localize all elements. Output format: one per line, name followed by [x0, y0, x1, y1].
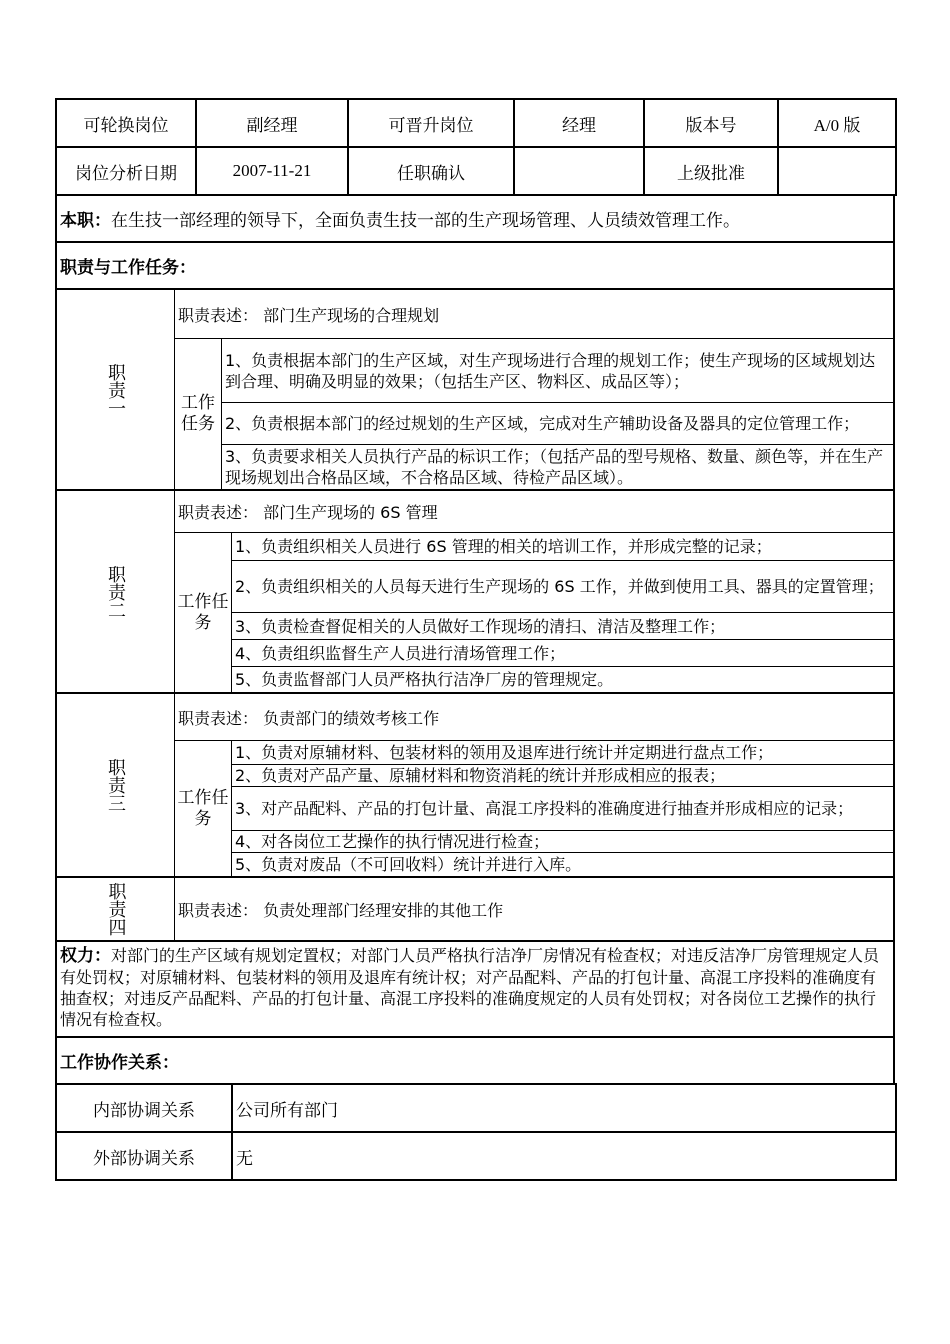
- authority-text: 对部门的生产区域有规划定置权；对部门人员严格执行洁净厂房情况有检查权；对违反洁净厂房管理规定人员有处罚权；对原辅材料、包装材料的领用及退库有统计权；对产品配料、产品的打包计量、高混工序投料的准确度有抽查权；对违反产品配料、产品的打包计量、高混工序投料的准确度规定的人员有处罚权；对各岗位工艺操作的执行情况有检查权。: [60, 946, 880, 1029]
- header-cell-label: 版本号: [644, 99, 778, 147]
- coop-row: [56, 1132, 896, 1180]
- header-cell-value: 经理: [514, 99, 644, 147]
- duty-statement: 职责表述： 部门生产现场的合理规划: [175, 290, 893, 339]
- task-item: 2、负责根据本部门的经过规划的生产区域，完成对生产辅助设备及器具的定位管理工作；: [222, 403, 893, 445]
- header-cell-value: 2007-11-21: [196, 147, 348, 195]
- duty-label: 职责一: [57, 290, 175, 489]
- header-cell-label: 上级批准: [644, 147, 778, 195]
- duty-label: 职责二: [57, 491, 175, 692]
- duty-statement: 职责表述： 部门生产现场的 6S 管理: [175, 491, 893, 533]
- core-duty-row: [55, 196, 895, 243]
- job-description-form: [55, 98, 895, 1181]
- task-item: 1、负责根据本部门的生产区域，对生产现场进行合理的规划工作；使生产现场的区域规划达到合理、明确及明显的效果；（包括生产区、物料区、成品区等）；: [222, 339, 893, 403]
- header-cell-value: A/0 版: [778, 99, 896, 147]
- task-item: 3、负责检查督促相关的人员做好工作现场的清扫、清洁及整理工作；: [232, 613, 893, 640]
- coop-value: 无: [232, 1132, 896, 1180]
- task-item: 4、负责组织监督生产人员进行清场管理工作；: [232, 640, 893, 667]
- task-item: 2、负责组织相关的人员每天进行生产现场的 6S 工作，并做到使用工具、器具的定置管理；: [232, 561, 893, 613]
- coop-value: 公司所有部门: [232, 1084, 896, 1132]
- header-cell-label: 任职确认: [348, 147, 514, 195]
- duties-section-title: 职责与工作任务：: [55, 243, 895, 290]
- duty-block-3: [55, 694, 895, 878]
- header-row-1: [56, 99, 896, 147]
- duty-label: 职责三: [57, 694, 175, 876]
- header-table: [55, 98, 897, 196]
- core-duty-label: 本职：: [60, 211, 111, 231]
- header-cell-value: [778, 147, 896, 195]
- coop-row: [56, 1084, 896, 1132]
- duty-block-4: [55, 878, 895, 942]
- task-label: 工作任务: [175, 339, 222, 489]
- duty-statement: 职责表述： 负责部门的绩效考核工作: [175, 694, 893, 741]
- header-cell-label: 可晋升岗位: [348, 99, 514, 147]
- duty-block-1: [55, 290, 895, 491]
- coop-label: 内部协调关系: [56, 1084, 232, 1132]
- duty-statement: 职责表述： 负责处理部门经理安排的其他工作: [178, 900, 504, 920]
- task-item: 4、对各岗位工艺操作的执行情况进行检查；: [232, 831, 893, 853]
- task-item: 3、负责要求相关人员执行产品的标识工作；（包括产品的型号规格、数量、颜色等，并在生产现场规划出合格品区域，不合格品区域、待检产品区域）。: [225, 447, 884, 487]
- task-item: 3、对产品配料、产品的打包计量、高混工序投料的准确度进行抽查并形成相应的记录；: [232, 787, 893, 831]
- header-cell-value: 副经理: [196, 99, 348, 147]
- task-label: 工作任务: [175, 533, 232, 692]
- header-cell-label: 岗位分析日期: [56, 147, 196, 195]
- task-item: 1、负责对原辅材料、包装材料的领用及退库进行统计并定期进行盘点工作；: [232, 741, 893, 765]
- authority-row: [55, 942, 895, 1038]
- task-item: 5、负责监督部门人员严格执行洁净厂房的管理规定。: [235, 670, 614, 689]
- task-item: 2、负责对产品产量、原辅材料和物资消耗的统计并形成相应的报表；: [232, 765, 893, 787]
- duty-label: 职责四: [57, 878, 175, 940]
- coop-table: [55, 1083, 897, 1181]
- coop-label: 外部协调关系: [56, 1132, 232, 1180]
- header-cell-label: 可轮换岗位: [56, 99, 196, 147]
- task-item: 1、负责组织相关人员进行 6S 管理的相关的培训工作，并形成完整的记录；: [232, 533, 893, 561]
- duty-block-2: [55, 491, 895, 694]
- core-duty-text: 在生技一部经理的领导下，全面负责生技一部的生产现场管理、人员绩效管理工作。: [111, 211, 740, 231]
- task-label: 工作任务: [175, 741, 232, 876]
- authority-label: 权力：: [60, 946, 111, 966]
- task-item: 5、负责对废品（不可回收料）统计并进行入库。: [235, 855, 582, 874]
- coop-section-title: 工作协作关系：: [55, 1038, 895, 1085]
- header-row-2: [56, 147, 896, 195]
- header-cell-value: [514, 147, 644, 195]
